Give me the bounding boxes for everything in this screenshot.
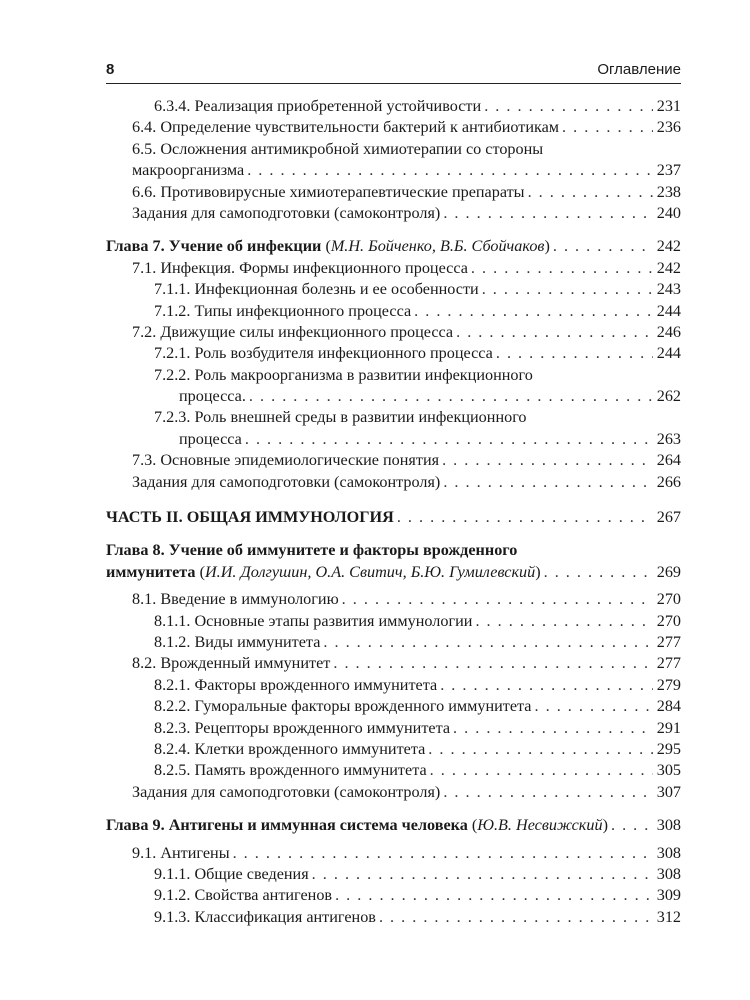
toc-entry: 7.2.2. Роль макроорганизма в развитии инфекционного <box>154 365 533 384</box>
toc-entry: 7.1.2. Типы инфекционного процесса . . . 244 <box>106 301 681 322</box>
page-header <box>106 58 681 82</box>
toc-entry: 6.4. Определение чувствительности бактерий к антибиотикам . . . 236 <box>106 117 681 138</box>
toc-entry: 9.1.2. Свойства антигенов . . . 309 <box>106 885 681 906</box>
toc-chapter-heading: Глава 9. Антигены и иммунная система человека (Ю.В. Несвижский) . . . 308 <box>106 815 681 836</box>
toc-entry: Задания для самоподготовки (самоконтроля) . . . 240 <box>106 203 681 224</box>
toc-chapter-heading: Глава 8. Учение об иммунитете и факторы врожденного <box>106 541 518 560</box>
toc-entry: Задания для самоподготовки (самоконтроля) . . . 266 <box>106 472 681 493</box>
toc-entry: 8.1.2. Виды иммунитета . . . 277 <box>106 632 681 653</box>
toc-chapter-heading: Глава 7. Учение об инфекции (М.Н. Бойченко, В.Б. Сбойчаков) . . . 242 <box>106 236 681 257</box>
toc-entry: 6.6. Противовирусные химиотерапевтические препараты . . . 238 <box>106 182 681 203</box>
toc-entry: 7.1.1. Инфекционная болезнь и ее особенности . . . 243 <box>106 279 681 300</box>
page-number: 8 <box>106 61 115 78</box>
toc-entry: 9.1.1. Общие сведения . . . 308 <box>106 864 681 885</box>
toc-entry: 8.1.1. Основные этапы развития иммунологии . . . 270 <box>106 611 681 632</box>
table-of-contents <box>106 96 681 928</box>
toc-entry: 7.3. Основные эпидемиологические понятия . . . 264 <box>106 450 681 471</box>
toc-entry: 8.2. Врожденный иммунитет . . . 277 <box>106 653 681 674</box>
toc-entry: 7.2.3. Роль внешней среды в развитии инфекционного <box>154 408 527 427</box>
toc-entry-continuation: процесса . . . 263 <box>106 429 681 450</box>
toc-entry: 6.3.4. Реализация приобретенной устойчивости . . . 231 <box>106 96 681 117</box>
toc-chapter-heading-continuation: иммунитета (И.И. Долгушин, О.А. Свитич, Б.Ю. Гумилевский) . . . 269 <box>106 562 681 583</box>
toc-entry: 7.1. Инфекция. Формы инфекционного процесса . . . 242 <box>106 258 681 279</box>
toc-entry: 8.2.4. Клетки врожденного иммунитета . . . 295 <box>106 739 681 760</box>
toc-entry: 8.2.3. Рецепторы врожденного иммунитета . . . 291 <box>106 718 681 739</box>
toc-entry: 8.2.2. Гуморальные факторы врожденного иммунитета . . . 284 <box>106 696 681 717</box>
toc-entry: 9.1. Антигены . . . 308 <box>106 843 681 864</box>
toc-entry: 9.1.3. Классификация антигенов . . . 312 <box>106 907 681 928</box>
toc-entry: 7.2. Движущие силы инфекционного процесса . . . 246 <box>106 322 681 343</box>
toc-entry-continuation: процесса. . . . 262 <box>106 386 681 407</box>
toc-entry: 8.2.5. Память врожденного иммунитета . . . 305 <box>106 760 681 781</box>
header-rule <box>106 83 681 84</box>
toc-entry-continuation: макроорганизма . . . 237 <box>106 160 681 181</box>
toc-entry: 8.1. Введение в иммунологию . . . 270 <box>106 589 681 610</box>
toc-entry: Задания для самоподготовки (самоконтроля) . . . 307 <box>106 782 681 803</box>
toc-entry: 6.5. Осложнения антимикробной химиотерапии со стороны <box>132 139 544 158</box>
toc-entry: 8.2.1. Факторы врожденного иммунитета . . . 279 <box>106 675 681 696</box>
toc-part-heading: ЧАСТЬ II. ОБЩАЯ ИММУНОЛОГИЯ . . . 267 <box>106 507 681 528</box>
running-title: Оглавление <box>597 61 681 78</box>
toc-entry: 7.2.1. Роль возбудителя инфекционного процесса . . . 244 <box>106 343 681 364</box>
